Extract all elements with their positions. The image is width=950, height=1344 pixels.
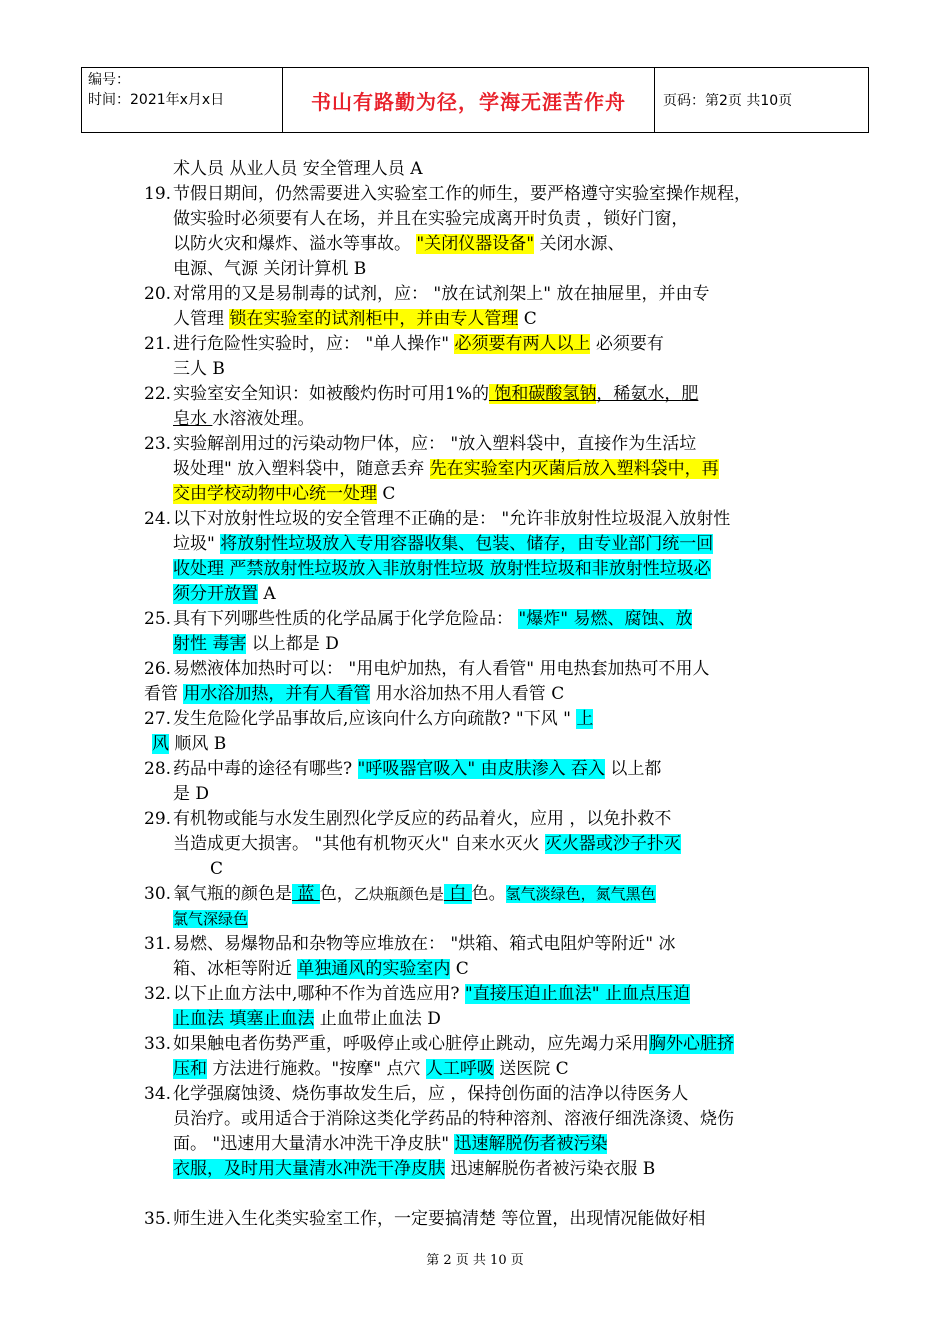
question-number: 27.: [144, 709, 172, 729]
question-number: 22.: [144, 384, 172, 404]
question-number: 25.: [144, 609, 172, 629]
question-number: 34.: [144, 1084, 172, 1104]
question-text: 迅速解脱伤者被污染衣服 B: [445, 1159, 656, 1179]
question-20: [144, 282, 804, 332]
question-text: 电源、气源 关闭计算机 B: [173, 259, 367, 279]
question-31: [144, 932, 804, 982]
question-text: 必须要有: [590, 334, 664, 354]
question-number: 24.: [144, 509, 172, 529]
highlighted-answer: 胸外心脏挤: [649, 1034, 734, 1054]
highlighted-answer: "爆炸" 易燃、腐蚀、放: [518, 609, 693, 629]
question-35: [144, 1207, 804, 1232]
document-header: [81, 67, 869, 133]
question-text: 具有下列哪些性质的化学品属于化学危险品：: [173, 609, 519, 629]
highlighted-answer: "关闭仪器设备": [416, 234, 535, 254]
question-25: [144, 607, 804, 657]
question-number: 20.: [144, 284, 172, 304]
question-text: 如果触电者伤势严重，呼吸停止或心脏停止跳动，应先竭力采用: [173, 1034, 649, 1054]
question-text: C: [377, 484, 396, 504]
continuation-line: 术人员 从业人员 安全管理人员 A: [173, 159, 423, 179]
header-motto: 书山有路勤为径，学海无涯苦作舟: [283, 68, 655, 132]
highlighted-answer: 风: [152, 734, 169, 754]
question-28: [144, 757, 804, 807]
highlighted-answer: 压和: [173, 1059, 207, 1079]
underlined-answer: 白: [443, 884, 472, 904]
question-27: [144, 707, 804, 757]
question-text: 圾处理" 放入塑料袋中，随意丢弃: [173, 459, 430, 479]
question-text: 当造成更大损害。 "其他有机物灭火" 自来水灭火: [173, 834, 545, 854]
page-footer: 第 2 页 共 10 页: [426, 1253, 524, 1268]
question-text: 以下对放射性垃圾的安全管理不正确的是： "允许非放射性垃圾混入放射性: [173, 509, 731, 529]
question-text: 实验室安全知识：如被酸灼伤时可用1%的: [173, 384, 489, 404]
header-date: 时间：2021年x月x日: [88, 92, 225, 108]
question-22: [144, 382, 804, 432]
question-number: 26.: [144, 659, 172, 679]
highlighted-answer: 灭火器或沙子扑灭: [544, 834, 681, 854]
question-21: [144, 332, 804, 382]
question-text: 关闭水源、: [534, 234, 625, 254]
question-29: [144, 807, 804, 882]
underlined-answer: 蓝: [292, 884, 320, 904]
highlighted-answer: 交由学校动物中心统一处理: [173, 484, 377, 504]
question-text: 以上都: [604, 759, 662, 779]
highlighted-answer: "呼吸器官吸入" 由皮肤渗入 吞入: [357, 759, 605, 779]
highlighted-answer: 用水浴加热，并有人看管: [183, 684, 371, 704]
question-text: 是 D: [173, 784, 210, 804]
question-text: 止血带止血法 D: [314, 1009, 441, 1029]
highlighted-answer: 单独通风的实验室内: [297, 959, 451, 979]
highlighted-answer: 迅速解脱伤者被污染: [454, 1134, 608, 1154]
question-text: C: [518, 309, 537, 329]
question-text: 面。 "迅速用大量清水冲洗干净皮肤": [173, 1134, 455, 1154]
highlighted-answer: 止血法 填塞止血法: [173, 1009, 315, 1029]
question-text: 方法进行施救。"按摩" 点穴: [207, 1059, 426, 1079]
question-text: 以下止血方法中,哪种不作为首选应用?: [173, 984, 465, 1004]
underlined-answer: ，稀氨水，: [596, 384, 682, 404]
question-text: 看管: [144, 684, 184, 704]
highlighted-answer: 射性 毒害: [173, 634, 247, 654]
question-text: 以上都是 D: [246, 634, 339, 654]
question-number: 35.: [144, 1209, 172, 1229]
question-text: 有机物或能与水发生剧烈化学反应的药品着火，应用 ，以免扑救不: [173, 809, 672, 829]
highlighted-answer: 衣服，及时用大量清水冲洗干净皮肤: [173, 1159, 445, 1179]
question-number: 33.: [144, 1034, 172, 1054]
question-text: 乙炔瓶颜色是: [353, 885, 444, 903]
highlighted-answer: 必须要有两人以上: [454, 334, 591, 354]
question-text: 氧气瓶的颜色是: [173, 884, 292, 904]
question-26: [144, 657, 804, 707]
question-number: 32.: [144, 984, 172, 1004]
question-number: 28.: [144, 759, 172, 779]
question-text: 箱、冰柜等附近: [173, 959, 298, 979]
question-text: 师生进入生化类实验室工作，一定要搞清楚 等位置，出现情况能做好相: [173, 1209, 706, 1229]
question-text: C: [210, 859, 224, 879]
highlighted-answer: 收处理 严禁放射性垃圾放入非放射性垃圾 放射性垃圾和非放射性垃圾必: [173, 559, 711, 579]
question-number: 29.: [144, 809, 172, 829]
question-19: [144, 182, 804, 282]
question-text: 实验解剖用过的污染动物尸体，应： "放入塑料袋中，直接作为生活垃: [173, 434, 697, 454]
highlighted-answer: 锁在实验室的试剂柜中，并由专人管理: [229, 309, 519, 329]
question-text: 发生危险化学品事故后,应该向什么方向疏散? "下风 ": [173, 709, 577, 729]
underlined-answer: 肥: [681, 384, 699, 404]
highlighted-answer: 饱和碳酸氢钠: [488, 384, 597, 404]
question-text: 员治疗。或用适合于消除这类化学药品的特种溶剂、溶液仔细洗涤烫、烧伤: [173, 1109, 734, 1129]
question-number: 31.: [144, 934, 172, 954]
question-text: 送医院 C: [493, 1059, 569, 1079]
question-text: 进行危险性实验时，应： "单人操作": [173, 334, 455, 354]
question-number: 21.: [144, 334, 172, 354]
question-text: C: [450, 959, 469, 979]
question-number: 23.: [144, 434, 172, 454]
header-number: 编号：: [88, 72, 130, 88]
highlighted-answer: 先在实验室内灭菌后放入塑料袋中，再: [429, 459, 719, 479]
question-text: 对常用的又是易制毒的试剂，应： "放在试剂架上" 放在抽屉里，并由专: [173, 284, 710, 304]
question-text: 顺风 B: [169, 734, 227, 754]
highlighted-answer: "直接压迫止血法" 止血点压迫: [464, 984, 690, 1004]
question-text: 化学强腐蚀烫、烧伤事故发生后，应 ，保持创伤面的洁净以待医务人: [173, 1084, 689, 1104]
header-page-info: 页码：第2页 共10页: [663, 93, 793, 109]
question-33: [144, 1032, 804, 1082]
question-text: 色，: [319, 884, 354, 904]
question-text: 三人 B: [173, 359, 225, 379]
highlighted-answer: 氢气淡绿色，氮气黑色: [505, 885, 656, 903]
highlighted-answer: 须分开放置: [173, 584, 258, 604]
question-text: 节假日期间，仍然需要进入实验室工作的师生，要严格遵守实验室操作规程，: [173, 184, 751, 204]
question-23: [144, 432, 804, 507]
question-text: A: [258, 584, 276, 604]
question-34: [144, 1082, 804, 1182]
question-number: 19.: [144, 184, 172, 204]
question-text: 易燃液体加热时可以： "用电炉加热，有人看管" 用电热套加热可不用人: [173, 659, 710, 679]
question-text: 易燃、易爆物品和杂物等应堆放在： "烘箱、箱式电阻炉等附近" 冰: [173, 934, 676, 954]
question-text: 垃圾": [173, 534, 221, 554]
question-text: 以防火灾和爆炸、溢水等事故。: [173, 234, 417, 254]
question-text: 做实验时必须要有人在场，并且在实验完成离开时负责 ，锁好门窗，: [173, 209, 689, 229]
question-text: 用水浴加热不用人看管 C: [370, 684, 565, 704]
underlined-answer: 皂水: [173, 409, 207, 429]
highlighted-answer: 上: [576, 709, 594, 729]
question-text: 水溶液处理。: [212, 409, 315, 429]
header-meta: [82, 68, 283, 132]
question-text: 人管理: [173, 309, 230, 329]
highlighted-answer: 氯气深绿色: [173, 910, 249, 928]
question-text: 色。: [471, 884, 506, 904]
question-24: [144, 507, 804, 607]
question-32: [144, 982, 804, 1032]
highlighted-answer: 将放射性垃圾放入专用容器收集、包装、储存，由专业部门统一回: [220, 534, 714, 554]
question-30: [144, 882, 804, 932]
highlighted-answer: 人工呼吸: [425, 1059, 494, 1079]
question-text: 药品中毒的途径有哪些?: [173, 759, 358, 779]
question-number: 30.: [144, 884, 172, 904]
question-list: [144, 157, 804, 1232]
